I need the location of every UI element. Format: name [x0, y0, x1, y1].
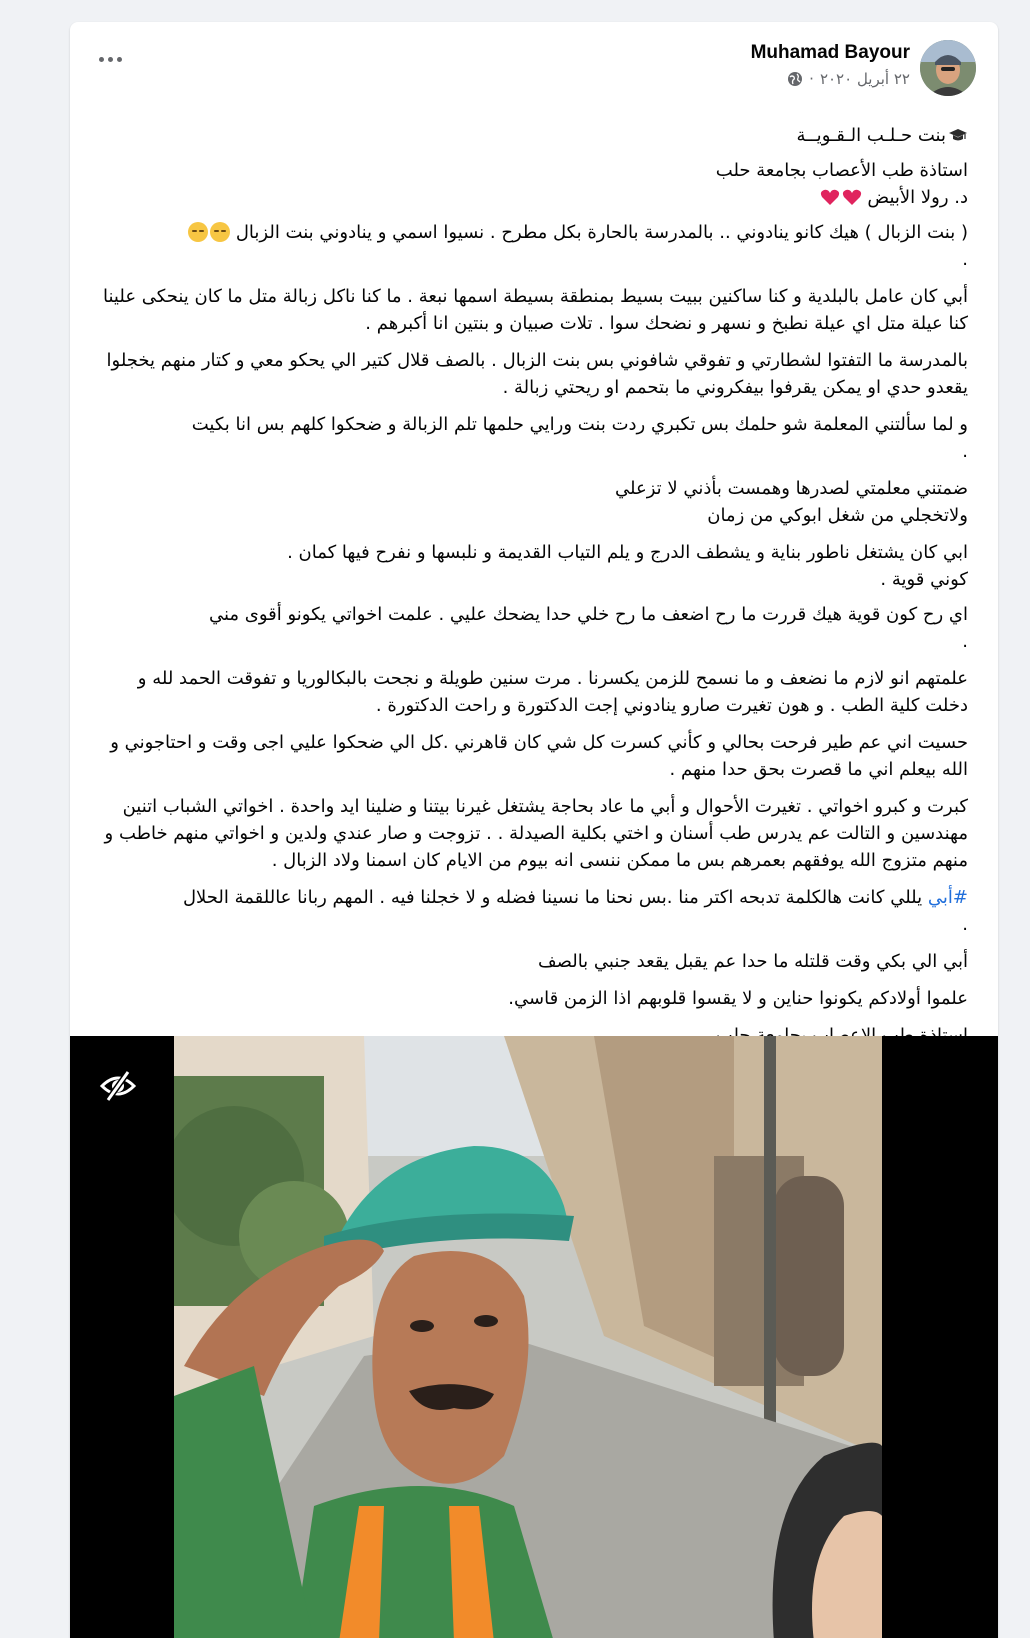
author-name[interactable]: Muhamad Bayour [750, 42, 910, 63]
paragraph-7 [92, 601, 968, 655]
paragraph-11-dot: . [962, 914, 968, 935]
pensive-face-icon [188, 222, 208, 242]
paragraph-1 [92, 219, 968, 273]
paragraph-7-text: اي رح كون قوية هيك قررت ما رح اضعف ما رح خلي حدا يضحك عليي . علمت اخواتي يكونو أقوى مني [208, 604, 968, 625]
paragraph-8: علمتهم انو لازم ما نضعف و ما نسمح للزمن يكسرنا . مرت سنين طويلة و نجحت بالبكالوريا و تفوقت الحمد لله و دخلت كلية الطب . و هون تغيرت صارو ينادوني إجت الدكتورة و راحت الدكتورة . [137, 668, 968, 716]
post-date[interactable]: ٢٢ أبريل ٢٠٢٠ [819, 70, 910, 88]
paragraph-6-line-2: كوني قوية . [880, 569, 968, 590]
paragraph-11-text: يللي كانت هالكلمة تدبحه اكتر منا .بس نحنا ما نسينا فضله و لا خجلنا فيه . المهم ربانا عاللقمة الحلال [182, 887, 923, 908]
avatar[interactable] [920, 40, 976, 96]
eye-slash-icon[interactable] [98, 1066, 138, 1106]
hashtag-link[interactable]: #أبي [927, 887, 968, 908]
paragraph-7-dot: . [962, 631, 968, 652]
paragraph-6-line-1: ابي كان يشتغل ناطور بناية و يشطف الدرج و يلم التياب القديمة و نلبسها و نفرح فيها كمان . [287, 542, 968, 563]
red-heart-icon [842, 188, 862, 206]
paragraph-12: أبي الي بكي وقت قلتله ما حدا عم يقبل يقعد جنبي بالصف [537, 951, 968, 972]
paragraph-11 [92, 884, 968, 938]
more-options-icon[interactable] [92, 48, 128, 70]
post-title: بنت حـلـب الـقـويــة [796, 125, 946, 146]
paragraph-13: علموا أولادكم يكونوا حناين و لا يقسوا قلوبهم اذا الزمن قاسي. [508, 988, 968, 1009]
intro-line-2: د. رولا الأبيض [867, 187, 968, 208]
post-header [70, 22, 998, 102]
post-body [92, 122, 968, 1086]
paragraph-3: بالمدرسة ما التفتوا لشطارتي و تفوقي شافوني بس بنت الزبال . بالصف قلال كتير الي يحكو معي و كتار منهم يخجلوا يقعدو حدي او يمكن يقرفوا بيفكروني ما بتحمم او ريحتي زبالة . [106, 350, 968, 398]
paragraph-4-text: و لما سألتني المعلمة شو حلمك بس تكبري ردت بنت ورايي حلمها تلم الزبالة و ضحكوا كلهم بس انا بكيت [191, 414, 968, 435]
paragraph-1-text: ( بنت الزبال ) هيك كانو ينادوني .. بالمدرسة بالحارة بكل مطرح . نسيوا اسمي و ينادوني بنت الزبال [235, 222, 968, 243]
post-meta [787, 70, 910, 88]
red-heart-icon [820, 188, 840, 206]
paragraph-5-line-2: ولاتخجلي من شغل ابوكي من زمان [707, 505, 968, 526]
graduation-cap-icon [948, 127, 968, 143]
intro-line-1: استاذة طب الأعصاب بجامعة حلب [715, 160, 968, 181]
paragraph-9: حسيت اني عم طير فرحت بحالي و كأني كسرت كل شي كان قاهرني .كل الي ضحكوا عليي اجى وقت و احتاجوني و الله بيعلم اني ما قصرت بحق حدا منهم . [110, 732, 968, 780]
paragraph-10: كبرت و كبرو اخواتي . تغيرت الأحوال و أبي ما عاد بحاجة يشتغل غيرنا بيتنا و ضلينا ايد واحدة . اخواتي الشباب اتنين مهندسين و التالت عم يدرس طب أسنان و اختي بكلية الصيدلة . . تزوجت و صار عندي ولدين و اخواتي منهم خاطب و منهم متزوج الله يوفقهم بعمرهم بس ما ممكن ننسى انه بيوم من الايام كان اسمنا ولاد الزبال . [104, 796, 968, 871]
paragraph-5 [92, 475, 968, 529]
post-title-line [92, 122, 968, 149]
intro-block [92, 157, 968, 211]
post-photo-frame[interactable] [70, 1036, 998, 1638]
paragraph-5-line-1: ضمتني معلمتي لصدرها وهمست بأذني لا تزعلي [615, 478, 968, 499]
post-photo[interactable] [174, 1036, 882, 1638]
paragraph-4 [92, 411, 968, 465]
paragraph-6 [92, 539, 968, 593]
globe-icon [787, 71, 803, 87]
post-card [70, 22, 998, 1638]
paragraph-4-dot: . [962, 441, 968, 462]
paragraph-2: أبي كان عامل بالبلدية و كنا ساكنين ببيت بسيط بمنطقة بسيطة اسمها نبعة . ما كنا ناكل زبالة متل ما كان ينحكى علينا كنا عيلة متل اي عيلة نطبخ و نسهر و نضحك سوا . تلات صبيان و بنتين انا أكبرهم . [103, 286, 968, 334]
separator-dot: · [809, 70, 814, 88]
pensive-face-icon [210, 222, 230, 242]
paragraph-1-dot: . [962, 249, 968, 270]
